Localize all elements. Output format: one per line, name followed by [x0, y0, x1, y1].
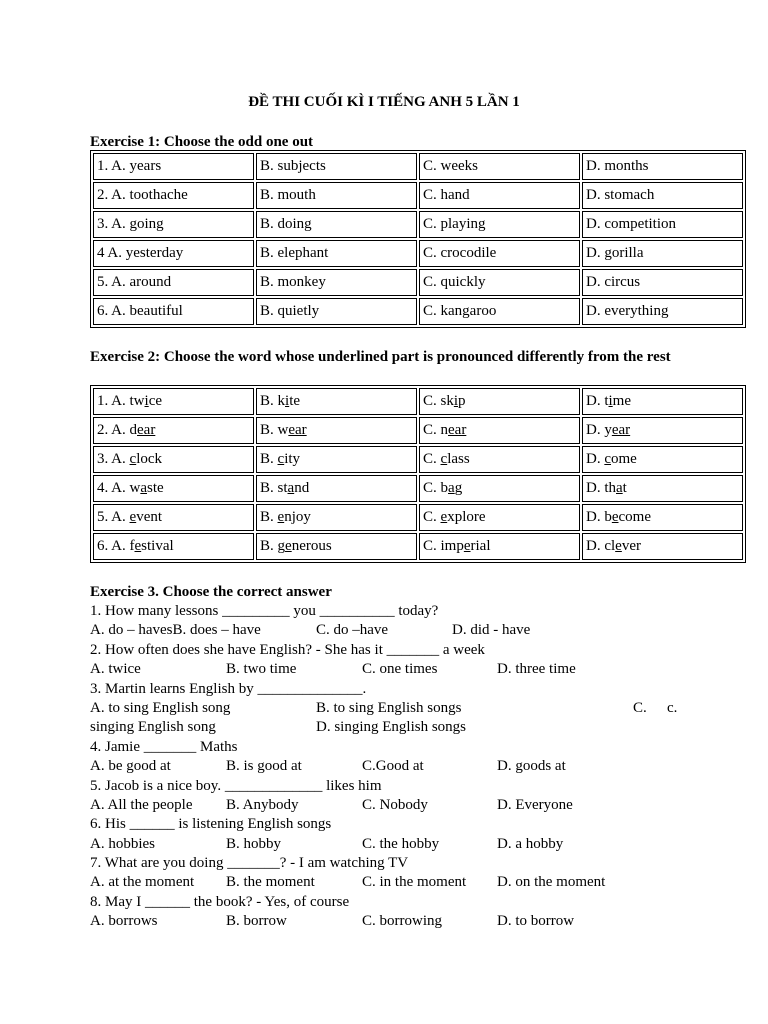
- underlined-part: e: [615, 538, 622, 554]
- table-cell: B. doing: [256, 211, 417, 238]
- table-cell: D. competition: [582, 211, 743, 238]
- word-part: ce: [148, 393, 163, 409]
- underlined-part: e: [129, 509, 137, 525]
- table-row: [93, 240, 743, 267]
- answer-option: B. is good at: [226, 758, 302, 775]
- table-cell: [256, 504, 417, 531]
- page-title: ĐỀ THI CUỐI KÌ I TIẾNG ANH 5 LẦN 1: [248, 94, 520, 110]
- table-cell: [419, 446, 580, 473]
- table-cell: [93, 533, 254, 560]
- answer-option: D. on the moment: [497, 874, 606, 891]
- question-text: 1. How many lessons _________ you __________ today?: [90, 603, 439, 619]
- answer-options: [90, 718, 730, 737]
- word-part: D. t: [586, 393, 609, 409]
- word-part: B. k: [260, 393, 286, 409]
- table-cell: 6. A. beautiful: [93, 298, 254, 325]
- word-part: D. th: [586, 480, 616, 496]
- answer-options: [90, 912, 730, 931]
- table-cell: C. playing: [419, 211, 580, 238]
- question-text: 4. Jamie _______ Maths: [90, 738, 238, 755]
- answer-options: [90, 699, 730, 718]
- question-text: 5. Jacob is a nice boy. _____________ likes him: [90, 777, 382, 794]
- table-cell: [93, 475, 254, 502]
- table-cell: B. mouth: [256, 182, 417, 209]
- word-part: ver: [621, 538, 641, 554]
- exercise3-questions: [90, 602, 730, 932]
- table-cell: [419, 504, 580, 531]
- table-cell: 2. A. toothache: [93, 182, 254, 209]
- answer-option: D. did - have: [452, 622, 531, 639]
- underlined-part: c: [277, 451, 285, 467]
- table-cell: [582, 475, 743, 502]
- underlined-part: ear: [611, 422, 631, 438]
- word-part: 2. A. d: [97, 422, 138, 438]
- underlined-part: i: [285, 393, 290, 409]
- answer-option: A. be good at: [90, 758, 171, 775]
- word-part: come: [618, 509, 651, 525]
- word-part: B.: [260, 451, 278, 467]
- answer-option: D. goods at: [497, 758, 566, 775]
- answer-option: B. Anybody: [226, 796, 299, 813]
- word-part: C. sk: [423, 393, 454, 409]
- table-cell: D. circus: [582, 269, 743, 296]
- answer-option: D. a hobby: [497, 835, 564, 852]
- table-cell: B. monkey: [256, 269, 417, 296]
- answer-option: A. at the moment: [90, 874, 195, 891]
- word-part: 5. A.: [97, 509, 130, 525]
- word-part: D. y: [586, 422, 612, 438]
- table-cell: C. crocodile: [419, 240, 580, 267]
- word-part: B. st: [260, 480, 288, 496]
- word-part: nerous: [291, 538, 332, 554]
- table-cell: 4 A. yesterday: [93, 240, 254, 267]
- table-cell: B. quietly: [256, 298, 417, 325]
- word-part: lock: [136, 451, 163, 467]
- word-part: D.: [586, 451, 605, 467]
- answer-option: c.: [667, 699, 678, 716]
- table-cell: [419, 533, 580, 560]
- word-part: xplore: [447, 509, 486, 525]
- answer-option: A. hobbies: [90, 835, 155, 852]
- table-cell: [582, 446, 743, 473]
- word-part: C. n: [423, 422, 449, 438]
- answer-options: [90, 835, 730, 854]
- exercise1-heading: Exercise 1: Choose the odd one out: [90, 134, 314, 150]
- underlined-part: e: [285, 538, 292, 554]
- word-part: ome: [611, 451, 637, 467]
- underlined-part: e: [440, 509, 448, 525]
- underlined-part: c: [604, 451, 612, 467]
- underlined-part: c: [440, 451, 448, 467]
- table-cell: 3. A. going: [93, 211, 254, 238]
- answer-options: [90, 660, 730, 679]
- question-text: 3. Martin learns English by ______________.: [90, 680, 367, 697]
- answer-option: A. All the people: [90, 796, 193, 813]
- word-part: C.: [423, 509, 441, 525]
- exercise3-heading: Exercise 3. Choose the correct answer: [90, 584, 332, 600]
- answer-option: C. the hobby: [362, 835, 440, 852]
- answer-option: C. in the moment: [362, 874, 467, 891]
- table-cell: [582, 388, 743, 415]
- word-part: lass: [447, 451, 470, 467]
- question-text: 6. His ______ is listening English songs: [90, 816, 332, 833]
- table-cell: [582, 417, 743, 444]
- word-part: C.: [423, 451, 441, 467]
- table-cell: C. weeks: [419, 153, 580, 180]
- underlined-part: a: [287, 480, 295, 496]
- answer-option: B. the moment: [226, 874, 315, 891]
- table-row: [93, 211, 743, 238]
- exercise1-table: [90, 150, 746, 328]
- table-cell: [93, 388, 254, 415]
- underlined-part: a: [616, 480, 623, 496]
- underlined-part: e: [277, 509, 285, 525]
- underlined-part: e: [463, 538, 471, 554]
- table-row: [93, 388, 743, 415]
- word-part: 1. A. tw: [97, 393, 145, 409]
- word-part: rial: [470, 538, 491, 554]
- answer-option: C. one times: [362, 661, 438, 678]
- underlined-part: ear: [288, 422, 307, 438]
- answer-options: [90, 796, 730, 815]
- table-cell: C. quickly: [419, 269, 580, 296]
- underlined-part: c: [129, 451, 137, 467]
- table-row: [93, 504, 743, 531]
- underlined-part: a: [448, 480, 455, 496]
- question-text: 8. May I ______ the book? - Yes, of course: [90, 893, 350, 910]
- table-cell: B. subjects: [256, 153, 417, 180]
- answer-options: [90, 757, 730, 776]
- table-row: [93, 446, 743, 473]
- word-part: g: [454, 480, 463, 496]
- word-part: ity: [284, 451, 301, 467]
- answer-option: B. two time: [226, 661, 297, 678]
- table-cell: 5. A. around: [93, 269, 254, 296]
- answer-option: A. do – havesB. does – have: [90, 622, 261, 639]
- answer-option: B. to sing English songs: [316, 699, 462, 716]
- answer-option: D. singing English songs: [316, 719, 467, 736]
- table-cell: [256, 417, 417, 444]
- underlined-part: ear: [137, 422, 156, 438]
- answer-option: C. Nobody: [362, 796, 428, 813]
- exercise2-heading: Exercise 2: Choose the word whose underlined part is pronounced differently from the rest: [90, 349, 671, 365]
- table-cell: [256, 533, 417, 560]
- answer-option: D. three time: [497, 661, 576, 678]
- table-cell: [582, 533, 743, 560]
- table-cell: D. everything: [582, 298, 743, 325]
- table-row: [93, 417, 743, 444]
- word-part: nd: [294, 480, 310, 496]
- table-row: [93, 475, 743, 502]
- word-part: me: [612, 393, 631, 409]
- table-cell: C. hand: [419, 182, 580, 209]
- table-cell: [256, 388, 417, 415]
- table-cell: [419, 388, 580, 415]
- table-cell: [256, 475, 417, 502]
- word-part: te: [289, 393, 301, 409]
- answer-option: C. do –have: [316, 622, 389, 639]
- word-part: njoy: [284, 509, 311, 525]
- underlined-part: i: [144, 393, 149, 409]
- answer-option: C. borrowing: [362, 913, 442, 930]
- word-part: t: [622, 480, 627, 496]
- underlined-part: ear: [448, 422, 467, 438]
- table-cell: [93, 446, 254, 473]
- answer-option: D. to borrow: [497, 913, 575, 930]
- word-part: 4. A. w: [97, 480, 141, 496]
- table-row: [93, 533, 743, 560]
- table-cell: 1. A. years: [93, 153, 254, 180]
- underlined-part: i: [608, 393, 613, 409]
- table-cell: [93, 504, 254, 531]
- word-part: 6. A. f: [97, 538, 135, 554]
- answer-option: D. Everyone: [497, 796, 573, 813]
- underlined-part: e: [611, 509, 619, 525]
- answer-option: A. twice: [90, 661, 141, 678]
- table-row: [93, 269, 743, 296]
- table-cell: [419, 475, 580, 502]
- word-part: stival: [141, 538, 174, 554]
- answer-option: B. hobby: [226, 835, 282, 852]
- answer-option: B. borrow: [226, 913, 287, 930]
- table-cell: D. months: [582, 153, 743, 180]
- answer-option: A. borrows: [90, 913, 158, 930]
- word-part: C. imp: [423, 538, 464, 554]
- table-cell: [582, 504, 743, 531]
- table-row: [93, 153, 743, 180]
- word-part: B. g: [260, 538, 286, 554]
- answer-options: [90, 873, 730, 892]
- word-part: 3. A.: [97, 451, 130, 467]
- word-part: D. cl: [586, 538, 616, 554]
- table-cell: B. elephant: [256, 240, 417, 267]
- table-cell: [93, 417, 254, 444]
- word-part: C. b: [423, 480, 449, 496]
- answer-option: A. to sing English song: [90, 699, 231, 716]
- exercise2-table: [90, 385, 746, 563]
- question-text: 7. What are you doing _______? - I am watching TV: [90, 855, 409, 872]
- table-cell: C. kangaroo: [419, 298, 580, 325]
- table-row: [93, 182, 743, 209]
- answer-option: C.: [633, 699, 647, 716]
- word-part: ste: [147, 480, 164, 496]
- word-part: D. b: [586, 509, 612, 525]
- table-row: [93, 298, 743, 325]
- table-cell: D. stomach: [582, 182, 743, 209]
- underlined-part: a: [140, 480, 148, 496]
- word-part: vent: [136, 509, 163, 525]
- underlined-part: i: [453, 393, 459, 409]
- word-part: B.: [260, 509, 278, 525]
- answer-options: [90, 621, 730, 640]
- table-cell: [419, 417, 580, 444]
- answer-option: C.Good at: [362, 758, 424, 775]
- question-text: 2. How often does she have English? - She has it _______ a week: [90, 641, 485, 658]
- word-part: B. w: [260, 422, 289, 438]
- table-cell: [256, 446, 417, 473]
- underlined-part: e: [134, 538, 142, 554]
- answer-option: singing English song: [90, 719, 216, 736]
- word-part: p: [458, 393, 466, 409]
- table-cell: D. gorilla: [582, 240, 743, 267]
